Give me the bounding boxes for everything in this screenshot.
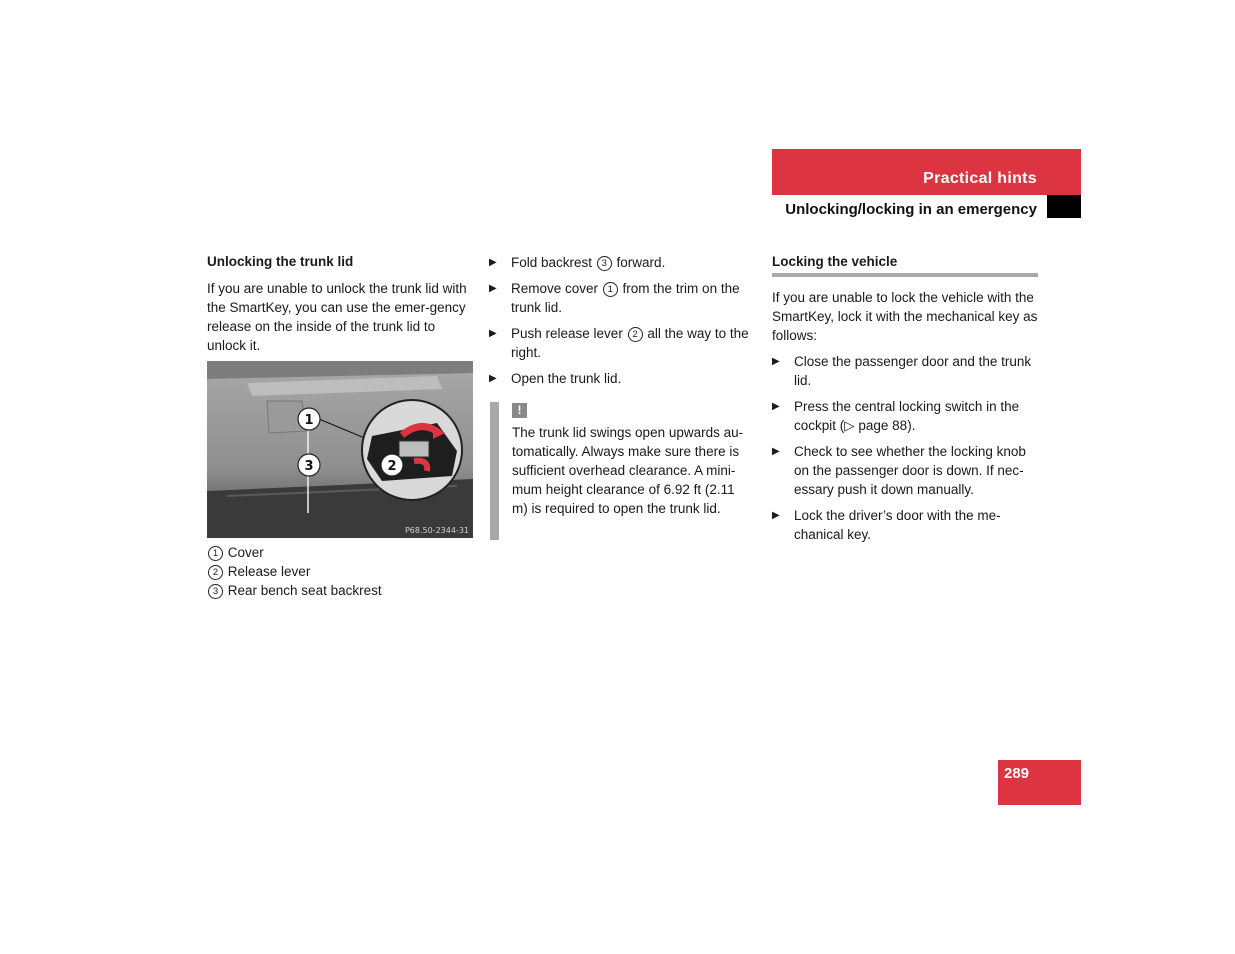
step-text: Close the passenger door and the trunk lid. [794,354,1032,388]
heading-rule [772,273,1038,277]
unlock-steps [489,253,754,395]
step-text: Remove cover [511,281,602,296]
legend-item [207,562,472,581]
heading-locking-vehicle: Locking the vehicle [772,254,898,269]
legend-item [207,581,472,600]
step-item [489,369,754,388]
step-item [489,279,754,317]
figure-code: P68.50-2344-31 [404,526,469,535]
callout-1-label: 1 [304,413,314,428]
note-text: The trunk lid swings open upwards au-tomatically. Always make sure there is sufficient overhead clearance. A mini-mum height clearance of 6.92 ft (2.11 m) is required to open the trunk lid. [512,425,744,516]
legend-label: Release lever [227,564,311,579]
figure-legend [207,543,472,600]
bullet-arrow-icon: ▶ [772,401,780,412]
step-item [489,253,754,272]
callout-2-label: 2 [387,459,397,474]
bullet-arrow-icon: ▶ [489,373,497,384]
callout-3 [298,454,320,476]
step-item [489,324,754,362]
page-number: 289 [1004,765,1030,782]
subsection-title: Unlocking/locking in an emergency [785,201,1037,218]
callout-1 [298,408,320,430]
step-ref-number: 2 [628,327,643,342]
trunk-illustration [207,361,473,538]
step-text: Press the central locking switch in the cockpit (▷ page 88). [794,399,1020,433]
bullet-arrow-icon: ▶ [772,510,780,521]
bullet-arrow-icon: ▶ [489,283,497,294]
step-ref-number: 1 [603,282,618,297]
step-text: Open the trunk lid. [511,371,622,386]
lock-steps [772,352,1038,551]
step-text: all the way to the right. [511,326,749,360]
callout-3-label: 3 [304,459,314,474]
legend-label: Cover [227,545,264,560]
bullet-arrow-icon: ▶ [772,356,780,367]
note-bar [490,402,499,540]
step-item [772,442,1038,499]
intro-locking: If you are unable to lock the vehicle with the SmartKey, lock it with the mechanical key as follows: [772,290,1038,343]
bullet-arrow-icon: ▶ [489,328,497,339]
trunk-release-illustration [207,361,473,538]
legend-number: 1 [208,546,223,561]
intro-unlocking: If you are unable to unlock the trunk lid with the SmartKey, you can use the emer-gency release on the inside of the trunk lid to unlock it. [207,281,467,353]
step-text: Lock the driver’s door with the me-chanical key. [794,508,1001,542]
step-item [772,352,1038,390]
step-ref-number: 3 [597,256,612,271]
step-item [772,397,1038,435]
legend-number: 3 [208,584,223,599]
legend-item [207,543,472,562]
step-text: Fold backrest [511,255,596,270]
bullet-arrow-icon: ▶ [489,257,497,268]
callout-2 [381,454,403,476]
section-title: Practical hints [923,170,1037,187]
step-text: Push release lever [511,326,627,341]
bullet-arrow-icon: ▶ [772,446,780,457]
step-text: from the trim on the trunk lid. [511,281,740,315]
legend-number: 2 [208,565,223,580]
step-text: forward. [612,255,666,270]
legend-label: Rear bench seat backrest [227,583,382,598]
warning-icon: ! [512,403,527,418]
heading-unlocking-trunk-lid: Unlocking the trunk lid [207,254,354,269]
thumb-index-marker [1047,195,1081,218]
step-text: Check to see whether the locking knob on the passenger door is down. If nec-essary push it down manually. [794,444,1026,497]
step-item [772,506,1038,544]
